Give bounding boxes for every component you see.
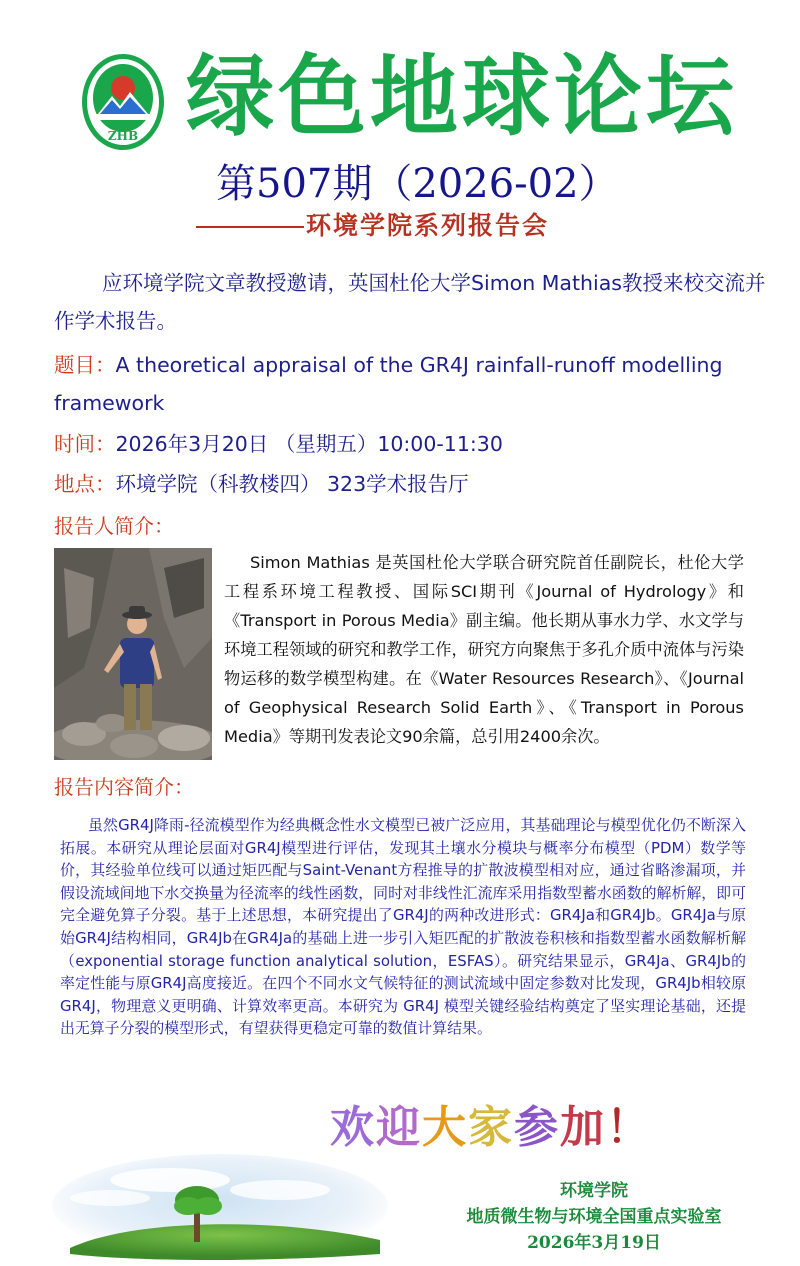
venue-line — [54, 465, 766, 503]
topic-line — [54, 346, 766, 422]
footer-org-lab: 地质微生物与环境全国重点实验室 — [466, 1207, 722, 1227]
speaker-bio-heading: 报告人简介： — [54, 514, 174, 538]
series-name: 环境学院系列报告会 — [306, 211, 550, 240]
series-dash-line — [196, 226, 304, 228]
speaker-bio-text: Simon Mathias 是英国杜伦大学联合研究院首任副院长，杜伦大学工程系环境工程教授、国际SCI期刊《Journal of Hydrology》和《Transport in Porous Media》副主编。他长期从事水力学、水文学与环境工程领域的研究和教学工作，研究方向聚焦于多孔介质中流体与污染物运移的数学模型构建。在《Water Resources Research》、《Journal of Geophysical Research Solid Earth》、《Transport in Porous Media》等期刊发表论文90余篇，总引用2400余次。 — [224, 553, 744, 746]
welcome-char: 家 — [468, 1102, 514, 1153]
welcome-char: 欢 — [330, 1102, 376, 1153]
venue-label: 地点： — [54, 472, 116, 496]
zhb-logo — [80, 52, 166, 152]
welcome-char: 参 — [514, 1102, 560, 1153]
speaker-photo — [54, 548, 212, 760]
topic-value: A theoretical appraisal of the GR4J rainfall-runoff modelling framework — [54, 353, 723, 415]
topic-label: 题目： — [54, 353, 116, 377]
footer-tree-illustration — [50, 1150, 390, 1262]
footer-org-school: 环境学院 — [560, 1181, 628, 1201]
intro-paragraph: 应环境学院文章教授邀请，英国杜伦大学Simon Mathias教授来校交流并作学术报告。 — [54, 271, 766, 333]
welcome-char: 迎 — [376, 1102, 422, 1153]
talk-abstract-text: 虽然GR4J降雨-径流模型作为经典概念性水文模型已被广泛应用，其基础理论与模型优化仍不断深入拓展。本研究从理论层面对GR4J模型进行评估，发现其土壤水分模块与概率分布模型（PDM）数学等价，其经验单位线可以通过矩匹配与Saint-Venant方程推导的扩散波模型相对应，通过省略渗漏项，并假设流域间地下水交换量为径流率的线性函数，同时对非线性汇流库采用指数型蓄水函数的解析解，即可完全避免算子分裂。基于上述思想，本研究提出了GR4J的两种改进形式：GR4Ja和GR4Jb。GR4Ja与原始GR4J结构相同，GR4Jb在GR4Ja的基础上进一步引入矩匹配的扩散波卷积核和指数型蓄水函数解析解（exponential storage function analytical solution，ESFAS）。研究结果显示，GR4Ja、GR4Jb的率定性能与原GR4J高度接近。在四个不同水文气候特征的测试流域中固定参数对比发现，GR4Jb相较原GR4J，物理意义更明确、计算效率更高。本研究为 GR4J 模型关键经验结构奠定了坚实理论基础，还提出无算子分裂的模型形式，有望获得更稳定可靠的数值计算结果。 — [60, 816, 746, 1038]
time-label: 时间： — [54, 432, 116, 456]
forum-title: 绿色地球论坛 — [186, 44, 739, 148]
talk-abstract-heading: 报告内容简介： — [54, 775, 194, 799]
time-line — [54, 425, 766, 463]
venue-value: 环境学院（科教楼四） 323学术报告厅 — [115, 472, 469, 496]
welcome-char: 大 — [422, 1102, 468, 1153]
logo-text: ZHB — [107, 129, 139, 143]
time-value: 2026年3月20日 （星期五）10:00-11:30 — [115, 432, 503, 456]
welcome-char: 加 — [560, 1102, 606, 1153]
welcome-char: ！ — [606, 1102, 652, 1153]
welcome-banner — [330, 1098, 652, 1158]
issue-number: 第507期（2026-02） — [216, 161, 619, 207]
footer-date: 2026年3月19日 — [527, 1233, 661, 1253]
